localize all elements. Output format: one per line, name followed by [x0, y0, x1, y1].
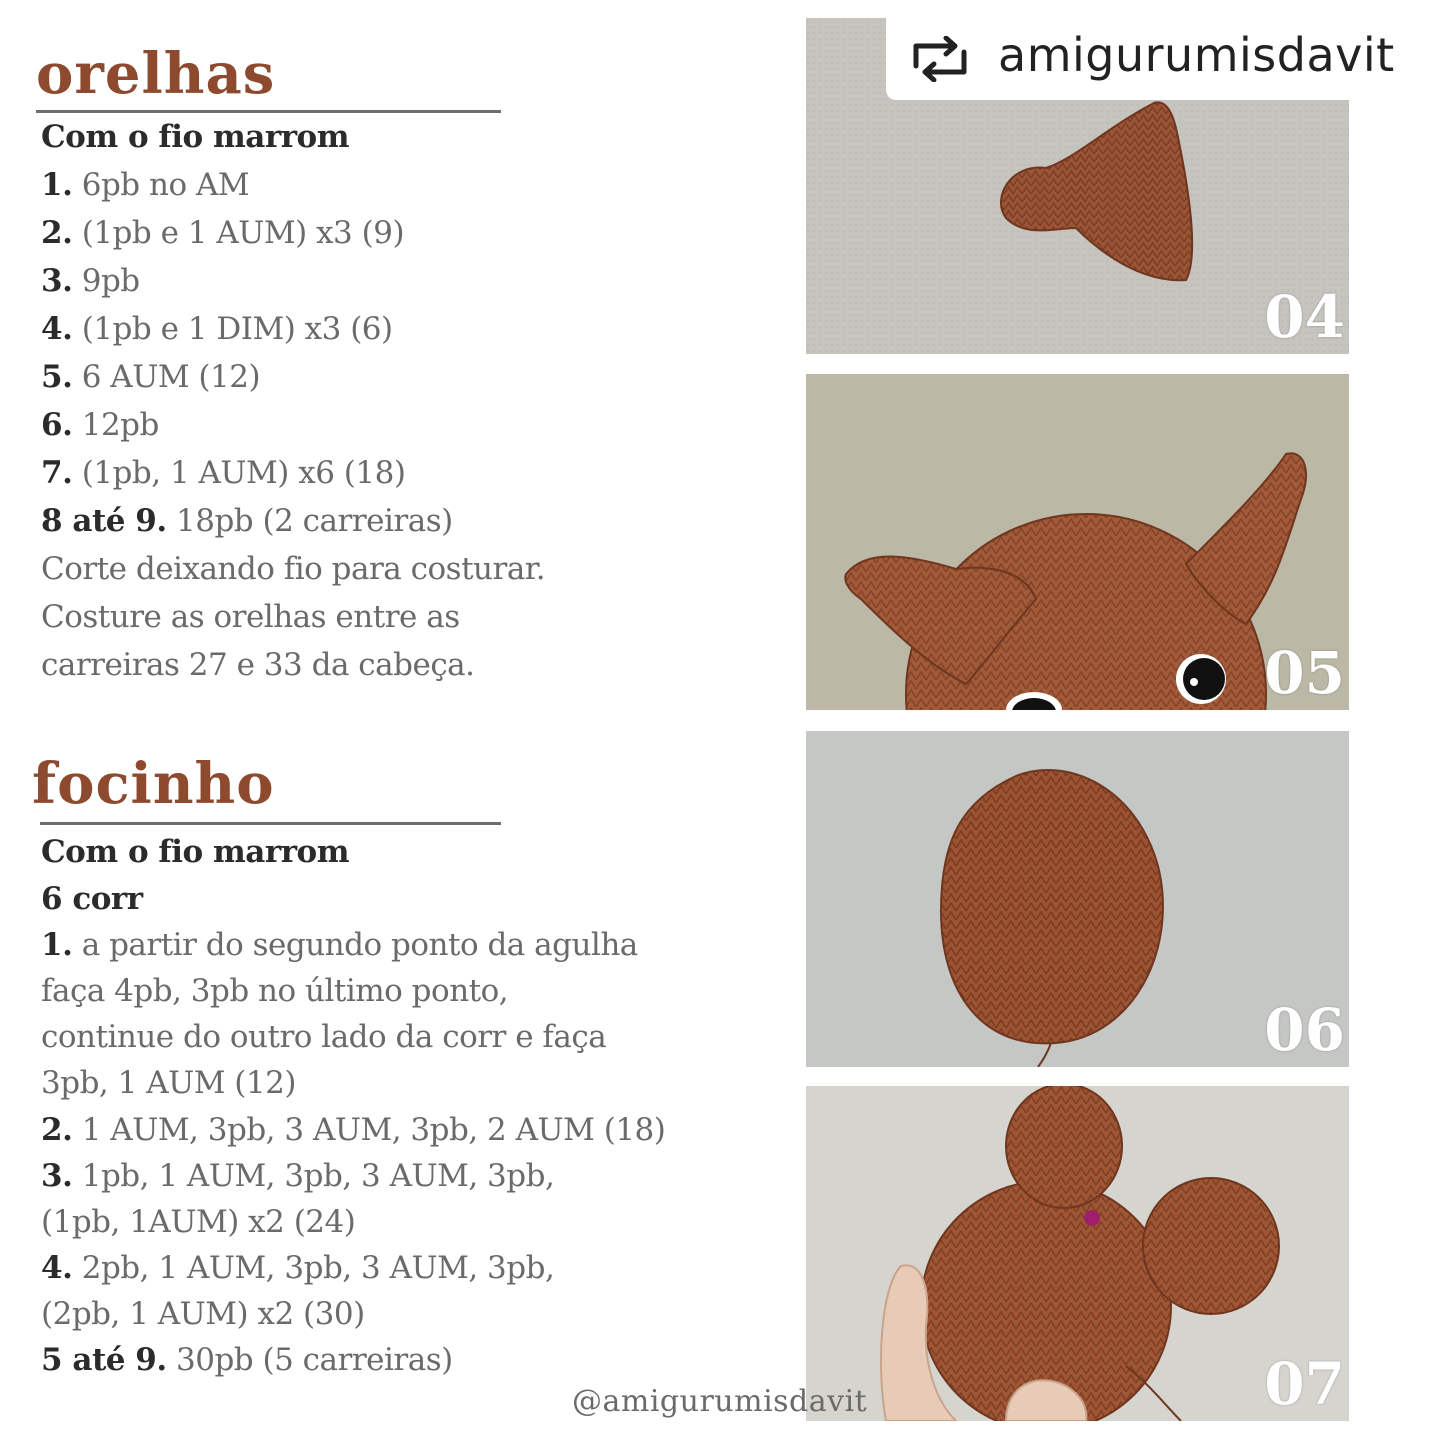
- section-title-orelhas: orelhas: [36, 41, 276, 107]
- instruction-line: carreiras 27 e 33 da cabeça.: [41, 647, 475, 683]
- instruction-line: 5. 6 AUM (12): [41, 359, 261, 395]
- instruction-line: 1. 6pb no AM: [41, 167, 250, 203]
- instruction-line: 2. (1pb e 1 AUM) x3 (9): [41, 215, 405, 251]
- instruction-line: 4. (1pb e 1 DIM) x3 (6): [41, 311, 393, 347]
- photo-07-head-muzzle: [806, 1086, 1349, 1421]
- instruction-line: 6. 12pb: [41, 407, 159, 443]
- section-divider: [36, 110, 501, 113]
- photo-number: 07: [1264, 1350, 1345, 1418]
- instruction-line: 4. 2pb, 1 AUM, 3pb, 3 AUM, 3pb,: [41, 1250, 555, 1286]
- instruction-line: Com o fio marrom: [41, 834, 350, 870]
- instruction-line: continue do outro lado da corr e faça: [41, 1019, 607, 1055]
- section-divider: [40, 822, 501, 825]
- instruction-line: 8 até 9. 18pb (2 carreiras): [41, 503, 453, 539]
- instruction-line: 3pb, 1 AUM (12): [41, 1065, 296, 1101]
- photo-number: 05: [1264, 639, 1345, 707]
- photo-number: 06: [1264, 996, 1345, 1064]
- instruction-line: Com o fio marrom: [41, 119, 350, 155]
- instruction-line: 5 até 9. 30pb (5 carreiras): [41, 1342, 453, 1378]
- photo-number: 04: [1264, 283, 1345, 351]
- instruction-line: Corte deixando fio para costurar.: [41, 551, 546, 587]
- repost-icon: [908, 36, 972, 86]
- instruction-line: (1pb, 1AUM) x2 (24): [41, 1204, 356, 1240]
- instruction-line: 7. (1pb, 1 AUM) x6 (18): [41, 455, 406, 491]
- watermark-handle: @amigurumisdavit: [572, 1384, 868, 1419]
- section-title-focinho: focinho: [32, 751, 275, 817]
- instruction-line: faça 4pb, 3pb no último ponto,: [41, 973, 509, 1009]
- instruction-line: 3. 1pb, 1 AUM, 3pb, 3 AUM, 3pb,: [41, 1158, 555, 1194]
- instruction-line: 6 corr: [41, 881, 143, 917]
- photo-05-head-ears: [806, 374, 1349, 710]
- instruction-line: 1. a partir do segundo ponto da agulha: [41, 927, 638, 963]
- instruction-line: 3. 9pb: [41, 263, 140, 299]
- photo-06-muzzle: [806, 731, 1349, 1067]
- instruction-line: 2. 1 AUM, 3pb, 3 AUM, 3pb, 2 AUM (18): [41, 1112, 666, 1148]
- instruction-line: Costure as orelhas entre as: [41, 599, 460, 635]
- instruction-line: (2pb, 1 AUM) x2 (30): [41, 1296, 365, 1332]
- repost-username[interactable]: amigurumisdavit: [998, 28, 1395, 82]
- repost-banner: [886, 18, 1440, 100]
